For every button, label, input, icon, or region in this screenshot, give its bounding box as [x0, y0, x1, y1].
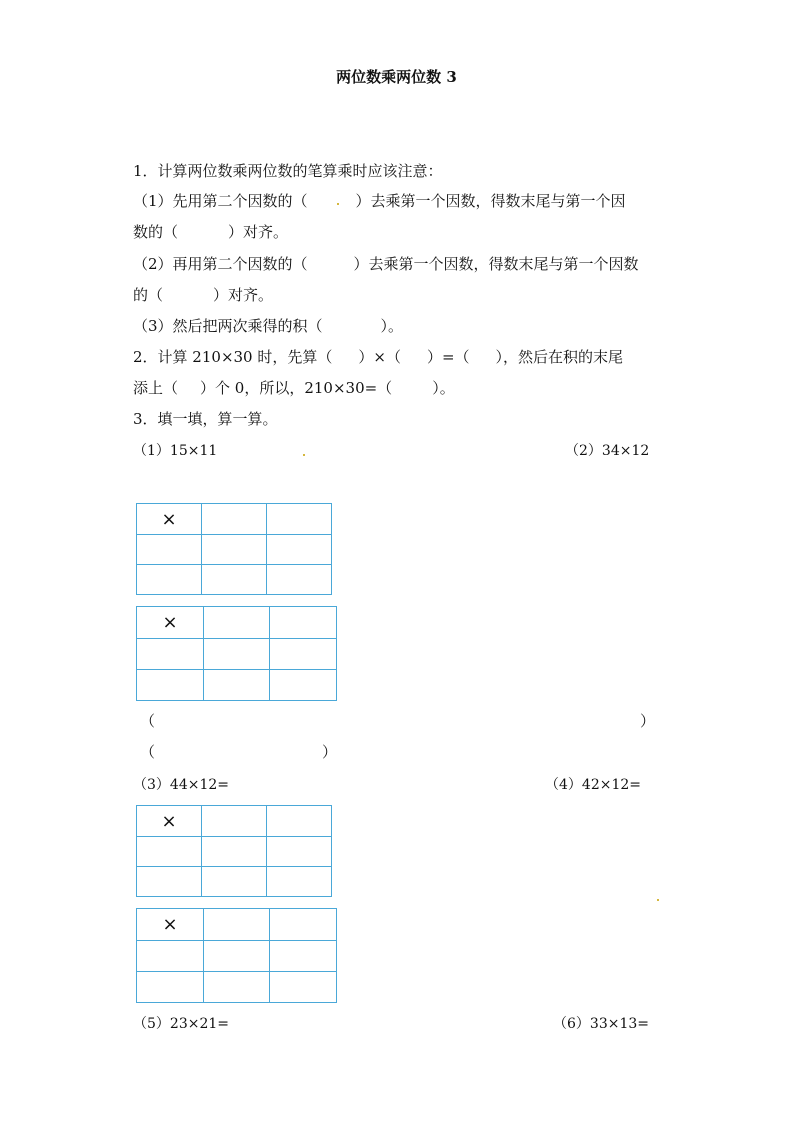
q1-part2-line2: [133, 284, 273, 306]
q2-l1-b: ）×（: [358, 348, 401, 366]
q2-l2-c: ）。: [432, 379, 455, 397]
answer-close-paren-2: ）: [322, 743, 338, 761]
grid-cell[interactable]: [204, 972, 270, 1003]
q3-item2: （2）34×12: [565, 443, 650, 459]
grid-cell[interactable]: [137, 867, 202, 897]
stray-dot: [657, 899, 659, 901]
stray-dot: [303, 454, 305, 456]
times-symbol: ×: [137, 504, 202, 535]
grid-cell[interactable]: [267, 867, 332, 897]
q1-part1-line1: [133, 190, 626, 212]
grid-cell[interactable]: [137, 565, 202, 595]
q3-item6: （6）33×13=: [553, 1016, 649, 1032]
grid-cell[interactable]: [267, 806, 332, 837]
grid-cell[interactable]: [270, 670, 337, 701]
grid-cell[interactable]: [202, 504, 267, 535]
q1-part1-line2: [133, 221, 288, 243]
times-symbol: ×: [137, 806, 202, 837]
answer-close-paren-1: ）: [640, 712, 656, 730]
q2-l2-b: ）个 0，所以，210×30=（: [200, 379, 393, 397]
q2-l1-c: ）=（: [426, 348, 470, 366]
grid-cell[interactable]: [204, 941, 270, 972]
grid-cell[interactable]: [270, 909, 337, 941]
q1-p2a-post: ）去乘第一个因数，得数末尾与第一个因数: [353, 255, 639, 273]
grid-cell[interactable]: [137, 670, 204, 701]
grid-cell[interactable]: [137, 972, 204, 1003]
q1-p2b-post: ）对齐。: [213, 286, 274, 304]
q1-part3: [133, 315, 403, 337]
q1-p1b-post: ）对齐。: [228, 223, 289, 241]
q3-heading: 3．填一填，算一算。: [133, 410, 278, 428]
q3-item5: （5）23×21=: [133, 1016, 229, 1032]
grid-cell[interactable]: [267, 535, 332, 565]
q1-p1b-pre: 数的（: [133, 223, 179, 241]
q2-l1-a: 2．计算 210×30 时，先算（: [133, 348, 333, 366]
grid-cell[interactable]: [202, 867, 267, 897]
multiplication-grid-2: [136, 606, 337, 701]
grid-cell[interactable]: [270, 639, 337, 670]
q1-p2b-pre: 的（: [133, 286, 164, 304]
grid-cell[interactable]: [137, 535, 202, 565]
grid-cell[interactable]: [202, 806, 267, 837]
page-title: 两位数乘两位数 3: [336, 68, 457, 86]
q1-p3-pre: （3）然后把两次乘得的积（: [133, 317, 323, 335]
grid-cell[interactable]: [267, 565, 332, 595]
grid-cell[interactable]: [270, 972, 337, 1003]
grid-cell[interactable]: [204, 607, 270, 639]
times-symbol: ×: [137, 607, 204, 639]
q2-line1: [133, 346, 623, 368]
q3-item4: （4）42×12=: [545, 777, 641, 793]
grid-cell[interactable]: [204, 670, 270, 701]
q2-l1-d: ），然后在积的末尾: [495, 348, 624, 366]
answer-open-paren-1: （: [140, 712, 156, 730]
q3-item3: （3）44×12=: [133, 777, 229, 793]
q1-p2a-pre: （2）再用第二个因数的（: [133, 255, 308, 273]
multiplication-grid-3: [136, 805, 332, 897]
grid-cell[interactable]: [137, 941, 204, 972]
grid-cell[interactable]: [137, 639, 204, 670]
q3-item1: （1）15×11: [133, 443, 218, 459]
q1-part2-line1: [133, 253, 639, 275]
q2-line2: [133, 377, 455, 399]
multiplication-grid-4: [136, 908, 337, 1003]
answer-open-paren-2: （: [140, 743, 156, 761]
stray-dot: [337, 203, 339, 205]
grid-cell[interactable]: [267, 837, 332, 867]
grid-cell[interactable]: [202, 837, 267, 867]
grid-cell[interactable]: [204, 909, 270, 941]
q1-p3-post: ）。: [380, 317, 404, 335]
multiplication-grid-1: [136, 503, 332, 595]
q1-p1a-pre: （1）先用第二个因数的（: [133, 192, 308, 210]
grid-cell[interactable]: [204, 639, 270, 670]
grid-cell[interactable]: [137, 837, 202, 867]
q1-heading: 1．计算两位数乘两位数的笔算乘时应该注意：: [133, 162, 443, 180]
q2-l2-a: 添上（: [133, 379, 179, 397]
grid-cell[interactable]: [202, 535, 267, 565]
grid-cell[interactable]: [267, 504, 332, 535]
times-symbol: ×: [137, 909, 204, 941]
q1-p1a-post: ）去乘第一个因数，得数末尾与第一个因: [355, 192, 626, 210]
grid-cell[interactable]: [202, 565, 267, 595]
grid-cell[interactable]: [270, 941, 337, 972]
grid-cell[interactable]: [270, 607, 337, 639]
